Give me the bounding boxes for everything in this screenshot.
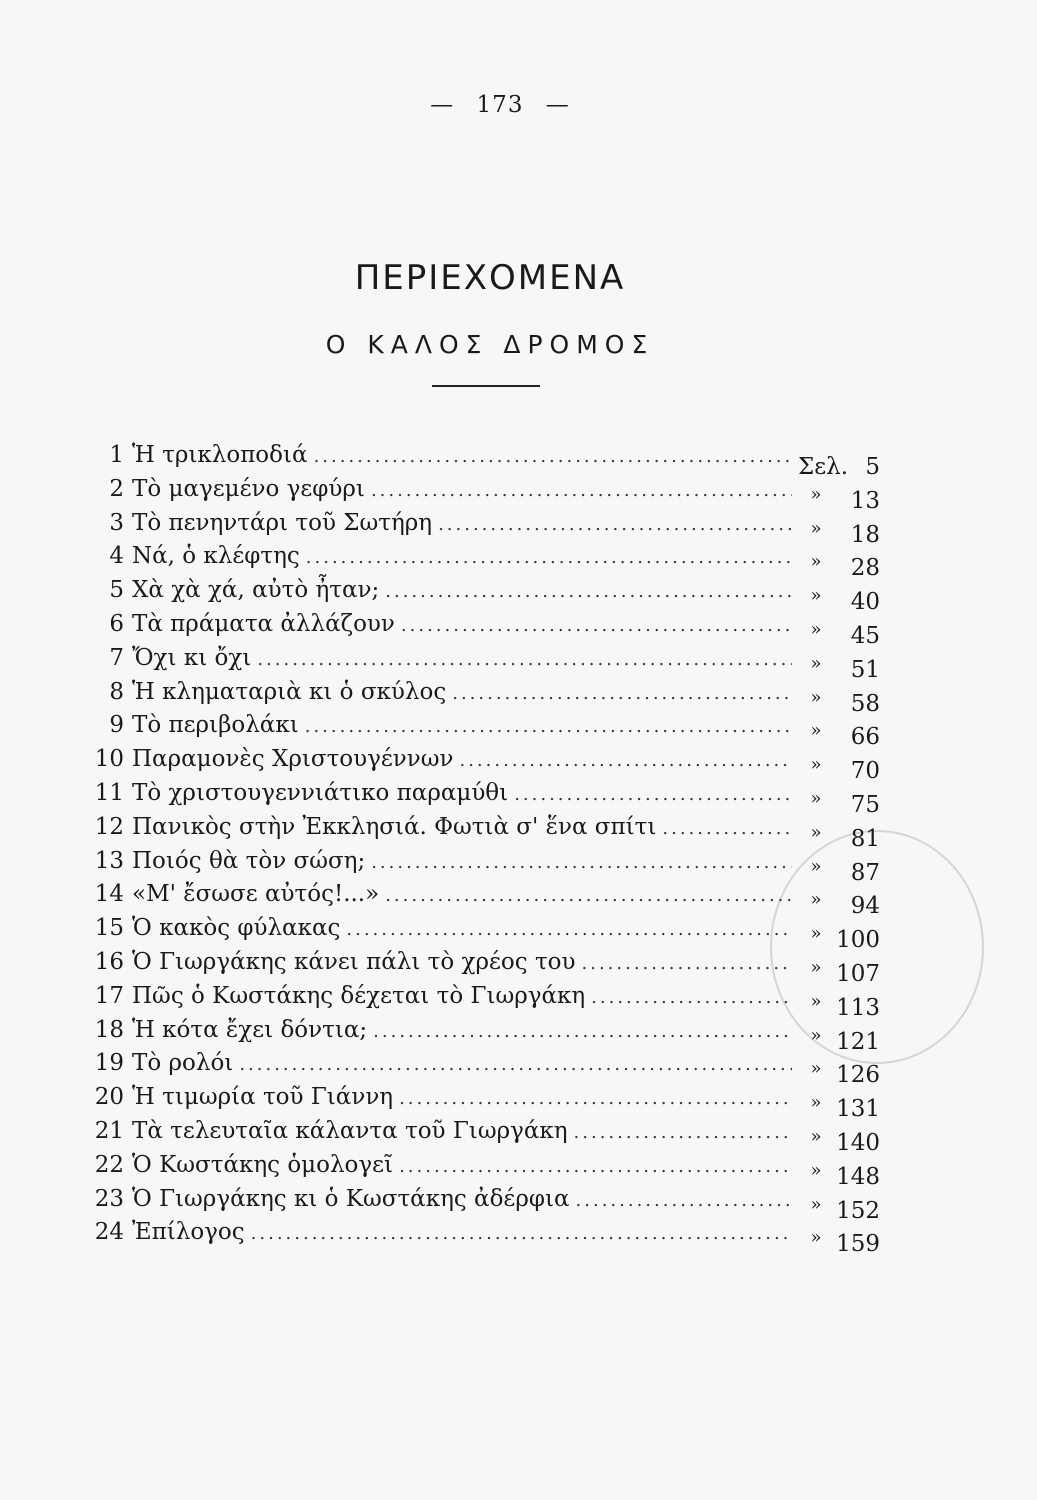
page-number-dash-left: — [430, 92, 455, 118]
toc-entry-number: 7 [109, 644, 124, 671]
toc-leader-dots [459, 746, 792, 776]
toc-entry-title: Παραμονὲς Χριστουγέννων [132, 746, 454, 773]
toc-entry-title: «Μ' ἔσωσε αὐτός!...» [132, 881, 380, 908]
toc-leader-dots [305, 712, 792, 742]
toc-entry-number: 17 [94, 982, 124, 1009]
toc-entry-page: 126 [836, 1062, 880, 1089]
toc-entry [80, 1082, 880, 1123]
toc-entry [80, 1217, 880, 1258]
toc-entry-number: 22 [94, 1151, 124, 1178]
toc-entry-number: 20 [94, 1084, 124, 1111]
toc-leader-dots [582, 949, 793, 979]
toc-entry-number: 6 [109, 610, 124, 637]
toc-entry-page-marker: » [810, 754, 822, 776]
toc-entry-title: Ὁ κακὸς φύλακας [132, 915, 341, 942]
toc-entry-page: 121 [836, 1028, 880, 1055]
toc-entry-number: 18 [94, 1016, 124, 1043]
toc-entry-page-marker: » [810, 1092, 822, 1114]
toc-leader-dots [576, 1186, 792, 1216]
toc-leader-dots [574, 1118, 792, 1148]
toc-leader-dots [399, 1152, 792, 1182]
toc-entry-page-marker: Σελ. [798, 454, 849, 480]
toc-entry [80, 778, 880, 818]
toc-entry-title: Ἡ τρικλοποδιά [132, 442, 308, 468]
toc-leader-dots [306, 543, 792, 573]
table-of-contents [80, 440, 880, 1258]
toc-entry [80, 643, 880, 683]
toc-entry-page-marker: » [810, 1193, 822, 1215]
toc-entry-number: 10 [94, 746, 124, 773]
toc-leader-dots [373, 1017, 792, 1047]
toc-leader-dots [399, 1084, 792, 1114]
toc-entry-title: Τὰ πράματα ἀλλάζουν [132, 610, 395, 637]
toc-leader-dots [662, 814, 792, 844]
toc-entry-page-marker: » [810, 990, 822, 1012]
toc-entry [80, 609, 880, 649]
toc-entry-title: Νά, ὁ κλέφτης [132, 543, 300, 570]
contents-heading: ΠΕΡΙΕΧΟΜΕΝΑ [354, 258, 626, 298]
toc-entry-page-marker: » [810, 1058, 822, 1080]
toc-entry-page-marker: » [810, 618, 822, 640]
divider-rule [432, 385, 540, 387]
toc-leader-dots [251, 1219, 792, 1249]
toc-entry-page-marker: » [810, 652, 822, 674]
toc-entry-number: 12 [94, 813, 124, 840]
toc-entry-page-marker: » [810, 1227, 822, 1249]
toc-entry [80, 474, 880, 514]
toc-entry-number: 4 [109, 543, 124, 570]
toc-entry-page-marker: » [810, 551, 822, 573]
toc-entry-title: Πανικὸς στὴν Ἐκκλησιά. Φωτιὰ σ' ἕνα σπίτι [132, 813, 657, 840]
toc-entry-title: Τὸ πενηντάρι τοῦ Σωτήρη [132, 509, 433, 536]
toc-entry [80, 947, 880, 987]
toc-entry-page-marker: » [810, 821, 822, 843]
toc-leader-dots [385, 881, 792, 911]
toc-entry-title: Ἡ κότα ἔχει δόντια; [132, 1016, 368, 1043]
toc-entry-page: 5 [865, 454, 880, 480]
toc-entry-page-marker: » [810, 720, 822, 742]
toc-leader-dots [371, 848, 792, 878]
toc-leader-dots [401, 611, 792, 641]
toc-entry-page: 94 [850, 893, 880, 920]
toc-entry-page: 87 [850, 859, 880, 886]
toc-leader-dots [257, 645, 792, 675]
toc-entry-title: Τὸ χριστουγεννιάτικο παραμύθι [132, 779, 509, 806]
book-title: Ο ΚΑΛΟΣ ΔΡΟΜΟΣ [325, 330, 655, 359]
toc-entry-number: 14 [94, 881, 124, 908]
toc-entry-number: 19 [94, 1050, 124, 1077]
toc-entry-page: 113 [836, 994, 880, 1021]
toc-entry-title: Ἐπίλογος [132, 1219, 245, 1246]
toc-leader-dots [514, 780, 792, 810]
toc-entry-number: 24 [94, 1219, 124, 1246]
toc-entry-page: 140 [836, 1129, 880, 1156]
page-number-value: 173 [476, 92, 524, 118]
toc-entry-page: 75 [850, 791, 880, 818]
toc-entry-page: 13 [850, 487, 880, 514]
toc-entry [80, 677, 880, 717]
toc-entry-page-marker: » [810, 1024, 822, 1046]
toc-leader-dots [438, 510, 792, 540]
toc-entry-page: 100 [836, 927, 880, 954]
toc-entry-number: 5 [109, 577, 124, 604]
toc-entry-page-marker: » [810, 517, 822, 539]
toc-entry-title: Ὄχι κι ὄχι [132, 644, 252, 671]
toc-entry-title: Ἡ κληματαριὰ κι ὁ σκύλος [132, 678, 447, 705]
toc-leader-dots [591, 983, 792, 1013]
toc-entry-page: 148 [836, 1163, 880, 1190]
toc-entry [80, 1048, 880, 1089]
toc-entry-title: Τὸ ρολόι [132, 1050, 234, 1077]
toc-entry [80, 1184, 880, 1224]
toc-entry [80, 879, 880, 920]
toc-entry [80, 541, 880, 582]
toc-entry-page-marker: » [810, 855, 822, 877]
toc-entry-page: 107 [836, 960, 880, 987]
toc-entry-title: Τὰ τελευταῖα κάλαντα τοῦ Γιωργάκη [132, 1117, 568, 1144]
toc-entry [80, 575, 880, 616]
toc-leader-dots [452, 679, 792, 709]
page-number [0, 92, 1000, 118]
toc-entry-title: Ἡ τιμωρία τοῦ Γιάννη [132, 1084, 394, 1111]
toc-entry-number: 9 [109, 712, 124, 739]
toc-entry [80, 744, 880, 785]
toc-entry-page: 58 [850, 690, 880, 717]
toc-entry-page: 40 [850, 589, 880, 616]
toc-entry-page: 28 [850, 555, 880, 582]
toc-leader-dots [239, 1050, 792, 1080]
toc-entry-page-marker: » [810, 956, 822, 978]
toc-entry-page: 131 [836, 1096, 880, 1123]
toc-entry-page-marker: » [810, 1125, 822, 1147]
page-number-dash-right: — [545, 92, 570, 118]
toc-entry-title: Χὰ χὰ χά, αὐτὸ ἦταν; [132, 577, 380, 604]
toc-leader-dots [346, 915, 792, 945]
toc-entry-number: 13 [94, 847, 124, 874]
toc-entry-title: Ὁ Γιωργάκης κι ὁ Κωστάκης ἀδέρφια [132, 1185, 570, 1212]
toc-entry-number: 15 [94, 915, 124, 942]
toc-entry-number: 3 [109, 509, 124, 536]
toc-entry-page: 70 [850, 758, 880, 785]
toc-entry [80, 508, 880, 548]
toc-leader-dots [371, 476, 792, 506]
toc-entry-number: 21 [94, 1117, 124, 1144]
toc-entry-number: 16 [94, 948, 124, 975]
toc-entry-title: Ὁ Γιωργάκης κάνει πάλι τὸ χρέος του [132, 948, 576, 975]
toc-entry-page: 18 [850, 521, 880, 548]
toc-entry [80, 913, 880, 954]
toc-entry-page-marker: » [810, 585, 822, 607]
toc-entry-number: 11 [94, 779, 124, 806]
toc-entry [80, 981, 880, 1021]
toc-entry-page: 66 [850, 724, 880, 751]
toc-entry-title: Τὸ περιβολάκι [132, 712, 299, 739]
toc-entry [80, 1150, 880, 1190]
toc-entry-title: Πῶς ὁ Κωστάκης δέχεται τὸ Γιωργάκη [132, 982, 586, 1009]
toc-entry [80, 846, 880, 886]
toc-entry-page-marker: » [810, 686, 822, 708]
toc-entry-page-marker: » [810, 1159, 822, 1181]
toc-entry-title: Ὁ Κωστάκης ὁμολογεῖ [132, 1151, 394, 1178]
toc-entry-page-marker: » [810, 923, 822, 945]
toc-entry-page-marker: » [810, 483, 822, 505]
toc-entry-title: Τὸ μαγεμένο γεφύρι [132, 475, 365, 502]
toc-entry-page-marker: » [810, 889, 822, 911]
toc-leader-dots [385, 577, 792, 607]
toc-entry-title: Ποιός θὰ τὸν σώση; [132, 847, 366, 874]
toc-entry-number: 1 [109, 442, 124, 468]
toc-entry-number: 2 [109, 475, 124, 502]
toc-entry-page-marker: » [810, 787, 822, 809]
toc-entry-page: 51 [850, 656, 880, 683]
toc-entry-page: 159 [836, 1231, 880, 1258]
toc-entry [80, 710, 880, 751]
toc-entry [80, 1116, 880, 1156]
toc-entry-page: 152 [836, 1197, 880, 1224]
toc-entry-page: 81 [850, 825, 880, 852]
toc-entry-number: 23 [94, 1185, 124, 1212]
toc-entry-number: 8 [109, 678, 124, 705]
toc-entry [80, 1015, 880, 1055]
toc-entry [80, 440, 880, 480]
toc-entry [80, 812, 880, 852]
toc-leader-dots [314, 442, 792, 472]
toc-entry-page: 45 [850, 622, 880, 649]
